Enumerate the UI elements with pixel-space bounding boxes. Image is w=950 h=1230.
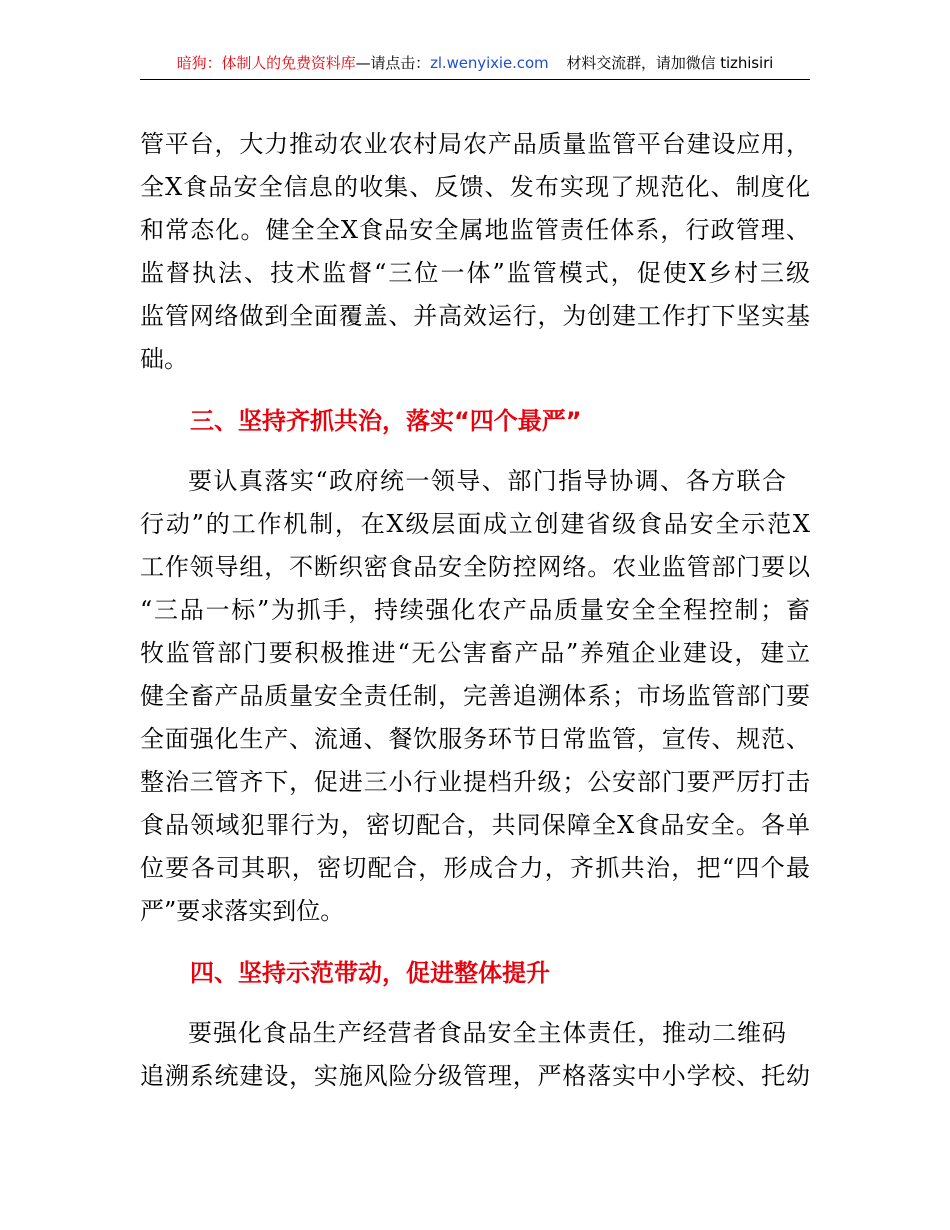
page-header — [140, 52, 810, 80]
paragraph-line: 整治三管齐下，促进三小行业提档升级；公安部门要严厉打击 — [140, 768, 810, 796]
paragraph-line: 管平台，大力推动农业农村局农产品质量监管平台建设应用， — [140, 130, 810, 158]
paragraph-line: 工作领导组，不断织密食品安全防控网络。农业监管部门要以 — [140, 553, 810, 581]
paragraph-line: 全面强化生产、流通、餐饮服务环节日常监管，宣传、规范、 — [140, 725, 810, 753]
header-prompt: —请点击： — [355, 54, 431, 72]
paragraph-line: 要认真落实“政府统一领导、部门指导协调、各方联合 — [188, 467, 786, 495]
paragraph-line: 础。 — [140, 345, 188, 373]
paragraph-line: 监管网络做到全面覆盖、并高效运行，为创建工作打下坚实基 — [140, 302, 810, 330]
paragraph-line: 食品领域犯罪行为，密切配合，共同保障全X食品安全。各单 — [140, 811, 810, 839]
header-wechat: 材料交流群，请加微信 tizhisiri — [566, 54, 774, 72]
section-heading-4: 四、坚持示范带动，促进整体提升 — [190, 959, 550, 987]
paragraph-line: 追溯系统建设，实施风险分级管理，严格落实中小学校、托幼 — [140, 1062, 810, 1090]
paragraph-line: 位要各司其职，密切配合，形成合力，齐抓共治，把“四个最 — [140, 854, 810, 882]
paragraph-line: 严”要求落实到位。 — [140, 897, 345, 925]
header-link[interactable]: zl.wenyixie.com — [430, 54, 549, 72]
paragraph-line: 监督执法、技术监督“三位一体”监管模式，促使X乡村三级 — [140, 259, 810, 287]
paragraph-line: “三品一标”为抓手，持续强化农产品质量安全全程控制；畜 — [140, 596, 810, 624]
section-heading-3: 三、坚持齐抓共治，落实“四个最严” — [190, 407, 582, 435]
paragraph-line: 全X食品安全信息的收集、反馈、发布实现了规范化、制度化 — [140, 173, 810, 201]
paragraph-line: 和常态化。健全全X食品安全属地监管责任体系，行政管理、 — [140, 216, 810, 244]
paragraph-line: 牧监管部门要积极推进“无公害畜产品”养殖企业建设，建立 — [140, 639, 810, 667]
header-title: 暗狗：体制人的免费资料库 — [176, 54, 356, 72]
paragraph-line: 行动”的工作机制，在X级层面成立创建省级食品安全示范X — [140, 510, 810, 538]
paragraph-line: 要强化食品生产经营者食品安全主体责任，推动二维码 — [188, 1019, 786, 1047]
paragraph-line: 健全畜产品质量安全责任制，完善追溯体系；市场监管部门要 — [140, 682, 810, 710]
